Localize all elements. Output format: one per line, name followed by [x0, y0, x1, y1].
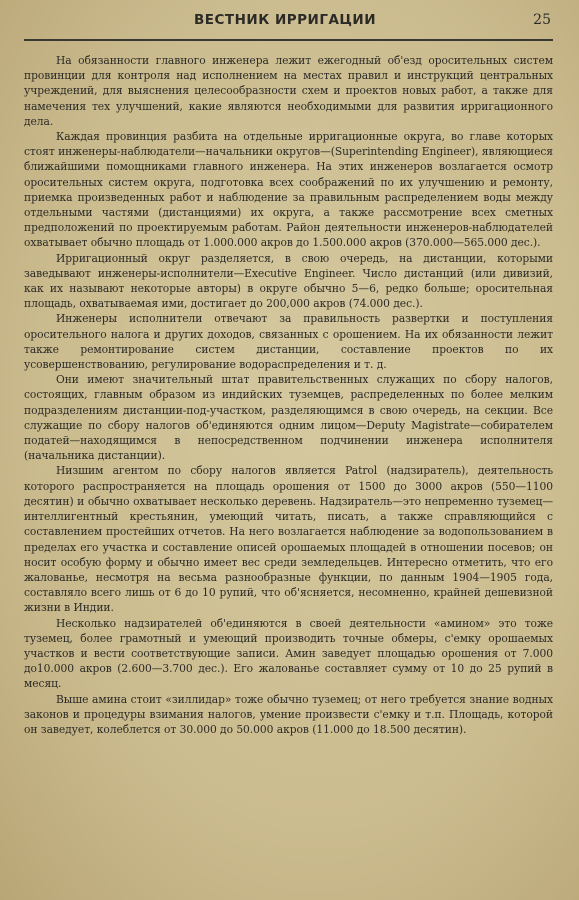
paragraph-tax-collection-staff: Они имеют значительный штат правительственных служащих по сбору налогов, состоящих, главным образом из индийских туземцев, распределенных по более мелким подразделениям дистанции-под-участком, разделяющимся в свою очередь, на секции. Все служащие по сбору налогов об'единяются одним лицом—Deputy Magistrate—собирателем податей—находящимся в непосредственном подчинении инженера исполнителя (начальника дистанции).	[24, 373, 553, 463]
paragraph-patrol: Низшим агентом по сбору налогов является Patrol (надзиратель), деятельность которого распространяется на площадь орошения от 1500 до 3000 акров (550—1100 десятин) и обычно охватывает несколько деревень. Надзиратель—это непременно туземец—интеллигентный крестьянин, умеющий читать, писать, а также справляющийся с составлением простейших отчетов. На него возлагается наблюдение за водопользованием в пределах его участка и составление описей орошаемых площадей в отношении посевов; он носит особую форму и обычно имеет вес среди земледельцев. Интересно отметить, что его жалованье, несмотря на весьма разнообразные функции, по данным 1904—1905 года, составляло всего лишь от 6 до 10 рупий, что об'ясняется, несомненно, крайней дешевизной жизни в Индии.	[24, 464, 553, 615]
paragraph-amin: Несколько надзирателей об'единяются в своей деятельности «амином» это тоже туземец, более грамотный и умеющий производить точные обмеры, с'емку орошаемых участков и вести соответствующие записи. Амин заведует площадью орошения от 7.000 до10.000 акров (2.600—3.700 дес.). Его жалованье составляет сумму от 10 до 25 рупий в месяц.	[24, 616, 553, 691]
paragraph-irrigation-districts: Каждая провинция разбита на отдельные ирригационные округа, во главе которых стоят инженеры-наблюдатели—начальники округов—(Superintending Engineer), являющиеся ближайшими помощниками главного инженера. На этих инженеров возлагается осмотр оросительных систем округа, подготовка всех соображений по их улучшению и ремонту, приемка произведенных работ и наблюдение за правильным распределением воды между отдельными частями (дистанциями) их округа, а также рассмотрение всех сметных предположений по проектируемым работам. Район деятельности инженеров-наблюдателей охватывает обычно площадь от 1.000.000 акров до 1.500.000 акров (370.000—565.000 дес.).	[24, 130, 553, 250]
paragraph-chief-engineer-duties: На обязанности главного инженера лежит ежегодный об'езд оросительных систем провинции для контроля над исполнением на местах правил и инструкций центральных учреждений, для выяснения целесообразности схем и проектов новых работ, а также для намечения тех улучшений, какие являются необходимыми для развития ирригационного дела.	[24, 54, 553, 128]
paragraph-zillidar: Выше амина стоит «зиллидар» тоже обычно туземец; от него требуется знание водных законов и процедуры взимания налогов, умение произвести с'емку и т.п. Площадь, которой он заведует, колеблется от 30.000 до 50.000 акров (11.000 до 18.500 десятин).	[24, 692, 553, 736]
page-number: 25	[533, 12, 551, 28]
running-header	[24, 12, 553, 41]
article-body	[24, 53, 553, 737]
paragraph-executive-engineers: Инженеры исполнители отвечают за правильность развертки и поступления оросительного налога и других доходов, связанных с орошением. На их обязанности лежит также ремонтирование систем дистанции, составление проектов по их усовершенствованию, регулирование водораспределения и т. д.	[24, 312, 553, 372]
running-title: ВЕСТНИК ИРРИГАЦИИ	[194, 12, 377, 28]
paragraph-distances: Ирригационный округ разделяется, в свою очередь, на дистанции, которыми заведывают инженеры-исполнители—Executive Engineer. Число дистанций (или дивизий, как их называют некоторые авторы) в округе обычно 5—6, редко больше; оросительная площадь, охватываемая ими, достигает до 200,000 акров (74.000 дес.).	[24, 251, 553, 311]
